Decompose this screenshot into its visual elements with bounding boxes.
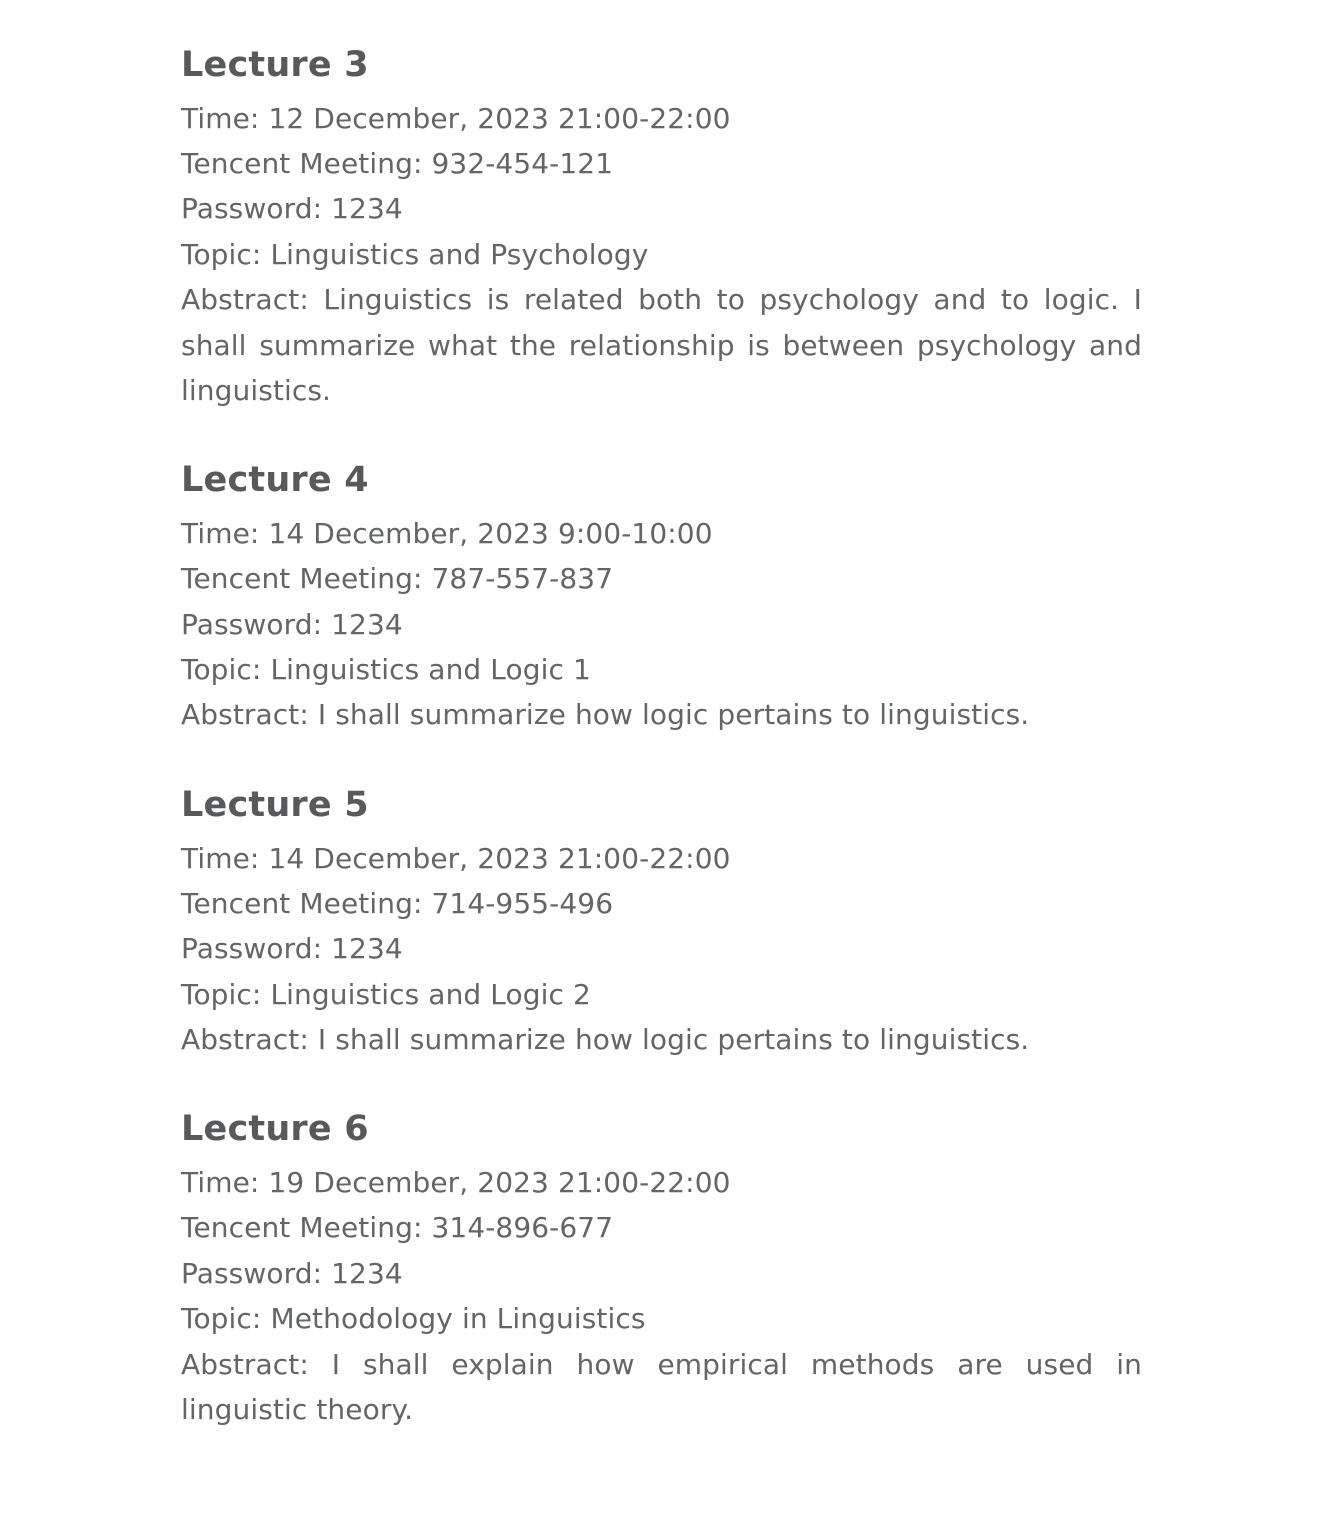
lecture-password: Password: 1234 — [181, 192, 403, 226]
lecture-topic: Topic: Linguistics and Logic 1 — [181, 653, 591, 687]
lecture-entry — [181, 44, 1142, 413]
lecture-title: Lecture 5 — [181, 784, 369, 825]
lecture-password: Password: 1234 — [181, 932, 403, 966]
lecture-entry — [181, 784, 1142, 1063]
lecture-title: Lecture 4 — [181, 460, 369, 501]
lecture-time: Time: 19 December, 2023 21:00-22:00 — [181, 1166, 731, 1200]
lecture-meeting-id: Tencent Meeting: 932-454-121 — [181, 147, 614, 181]
lecture-meeting-id: Tencent Meeting: 314-896-677 — [181, 1211, 614, 1245]
lecture-topic: Topic: Linguistics and Logic 2 — [181, 977, 591, 1011]
lecture-meeting-id: Tencent Meeting: 787-557-837 — [181, 562, 614, 596]
lecture-entry — [181, 459, 1142, 738]
lecture-topic: Topic: Linguistics and Psychology — [181, 237, 649, 271]
lecture-title: Lecture 6 — [181, 1109, 369, 1150]
lecture-meeting-id: Tencent Meeting: 714-955-496 — [181, 886, 614, 920]
lecture-topic: Topic: Methodology in Linguistics — [181, 1302, 646, 1336]
lecture-abstract: Abstract: I shall summarize how logic pertains to linguistics. — [181, 698, 1030, 732]
lecture-time: Time: 14 December, 2023 9:00-10:00 — [181, 517, 713, 551]
lecture-abstract: Abstract: Linguistics is related both to psychology and to logic. I shall summarize what the relationship is between psychology and linguistics. — [181, 283, 1142, 407]
lecture-abstract: Abstract: I shall explain how empirical methods are used in linguistic theory. — [181, 1347, 1142, 1426]
lecture-time: Time: 14 December, 2023 21:00-22:00 — [181, 841, 731, 875]
lecture-title: Lecture 3 — [181, 45, 369, 85]
lecture-password: Password: 1234 — [181, 1256, 403, 1290]
lecture-time: Time: 12 December, 2023 21:00-22:00 — [181, 101, 731, 135]
lecture-entry — [181, 1108, 1142, 1432]
lecture-password: Password: 1234 — [181, 607, 403, 641]
lecture-abstract: Abstract: I shall summarize how logic pertains to linguistics. — [181, 1023, 1030, 1056]
